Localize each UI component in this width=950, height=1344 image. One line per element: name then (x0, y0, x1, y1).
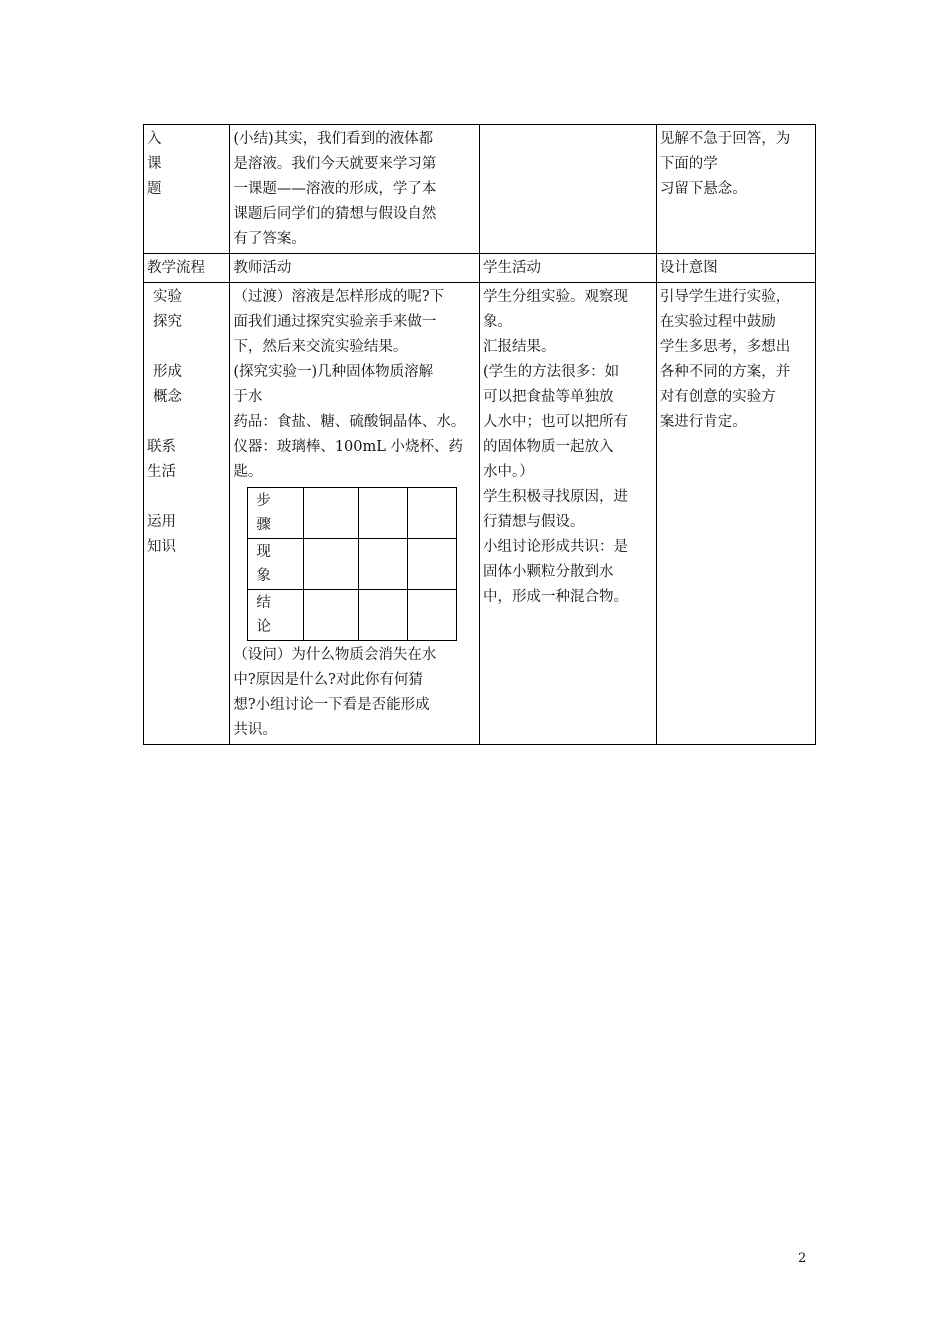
record-label-text: 结 (256, 595, 271, 611)
process-text: 入 (147, 131, 162, 147)
process-text: 知识 (147, 539, 176, 555)
student-text: 可以把食盐等单独放 (482, 389, 614, 405)
record-cell (304, 590, 359, 641)
record-row-phenomena (248, 539, 457, 590)
intent-text: 案进行肯定。 (659, 414, 747, 430)
teacher-text: 药品：食盐、糖、硫酸铜晶体、水。 (233, 414, 466, 430)
process-text: 运用 (147, 514, 176, 530)
main-process-cell (144, 283, 230, 745)
record-label-text: 论 (256, 619, 271, 635)
process-text: 形成 (153, 364, 182, 380)
teacher-text: 于水 (233, 389, 263, 405)
intro-student-cell (479, 125, 656, 254)
record-row-steps (248, 488, 457, 539)
teacher-text: 一课题——溶液的形成，学了本 (233, 181, 437, 197)
header-row (144, 254, 816, 283)
student-text: 水中。） (482, 464, 534, 480)
record-label (248, 539, 304, 590)
intro-row (144, 125, 816, 254)
record-label-text: 步 (256, 493, 271, 509)
record-cell (359, 590, 408, 641)
main-intent-cell (656, 283, 815, 745)
teacher-text: (小结)其实，我们看到的液体都 (233, 131, 434, 147)
teacher-text: 想?小组讨论一下看是否能形成 (233, 697, 430, 713)
process-text: 实验 (153, 289, 182, 305)
process-text: 生活 (147, 464, 176, 480)
teacher-text: （过渡）溶液是怎样形成的呢?下 (233, 289, 445, 305)
teacher-text: 匙。 (233, 464, 263, 480)
header-intent: 设计意图 (656, 254, 815, 283)
record-cell (408, 488, 457, 539)
teacher-text: (探究实验一)几种固体物质溶解 (233, 364, 434, 380)
process-text: 概念 (153, 389, 182, 405)
student-text: 固体小颗粒分散到水 (482, 564, 614, 580)
record-label-text: 象 (256, 568, 271, 584)
student-text: 汇报结果。 (482, 339, 556, 355)
process-text: 课 (147, 156, 162, 172)
teacher-text: 下，然后来交流实验结果。 (233, 339, 408, 355)
intent-text: 习留下悬念。 (659, 181, 747, 197)
student-text: 学生积极寻找原因，进 (482, 489, 628, 505)
teacher-text: 共识。 (233, 722, 277, 738)
intent-text: 下面的学 (659, 156, 718, 172)
student-text: 象。 (482, 314, 512, 330)
record-label-text: 骤 (256, 517, 271, 533)
process-text: 题 (147, 181, 162, 197)
student-text: 学生分组实验。观察现 (482, 289, 628, 305)
main-student-cell (479, 283, 656, 745)
process-text: 探究 (153, 314, 182, 330)
record-cell (408, 539, 457, 590)
lesson-plan-table (143, 124, 816, 745)
header-student: 学生活动 (479, 254, 656, 283)
experiment-record-table (247, 487, 457, 641)
student-text: 小组讨论形成共识：是 (482, 539, 628, 555)
student-text: 中，形成一种混合物。 (482, 589, 628, 605)
intent-text: 对有创意的实验方 (659, 389, 776, 405)
record-label (248, 488, 304, 539)
intent-text: 见解不急于回答，为 (659, 131, 791, 147)
intro-teacher-cell (230, 125, 480, 254)
student-text: 行猜想与假设。 (482, 514, 585, 530)
teacher-text: 是溶液。我们今天就要来学习第 (233, 156, 437, 172)
record-cell (304, 488, 359, 539)
record-cell (408, 590, 457, 641)
record-cell (304, 539, 359, 590)
teacher-text: 有了答案。 (233, 231, 306, 247)
intent-text: 学生多思考，多想出 (659, 339, 791, 355)
teacher-text: （设问）为什么物质会消失在水 (233, 647, 437, 663)
teacher-text: 课题后同学们的猜想与假设自然 (233, 206, 437, 222)
intro-intent-cell (656, 125, 815, 254)
record-label (248, 590, 304, 641)
intent-text: 引导学生进行实验， (659, 289, 791, 305)
page-number: 2 (798, 1251, 807, 1266)
student-text: 的固体物质一起放入 (482, 439, 614, 455)
teacher-text: 仪器：玻璃棒、100mL 小烧杯、药 (233, 439, 463, 455)
intent-text: 在实验过程中鼓励 (659, 314, 776, 330)
main-teacher-cell (230, 283, 480, 745)
student-text: 人水中；也可以把所有 (482, 414, 628, 430)
main-row (144, 283, 816, 745)
record-cell (359, 539, 408, 590)
intro-process-cell (144, 125, 230, 254)
teacher-text: 中?原因是什么?对此你有何猜 (233, 672, 423, 688)
record-row-conclusion (248, 590, 457, 641)
process-text: 联系 (147, 439, 176, 455)
header-process: 教学流程 (144, 254, 230, 283)
header-teacher: 教师活动 (230, 254, 480, 283)
teacher-text: 面我们通过探究实验亲手来做一 (233, 314, 437, 330)
record-cell (359, 488, 408, 539)
intent-text: 各种不同的方案，并 (659, 364, 791, 380)
student-text: (学生的方法很多：如 (482, 364, 620, 380)
record-label-text: 现 (256, 544, 271, 560)
